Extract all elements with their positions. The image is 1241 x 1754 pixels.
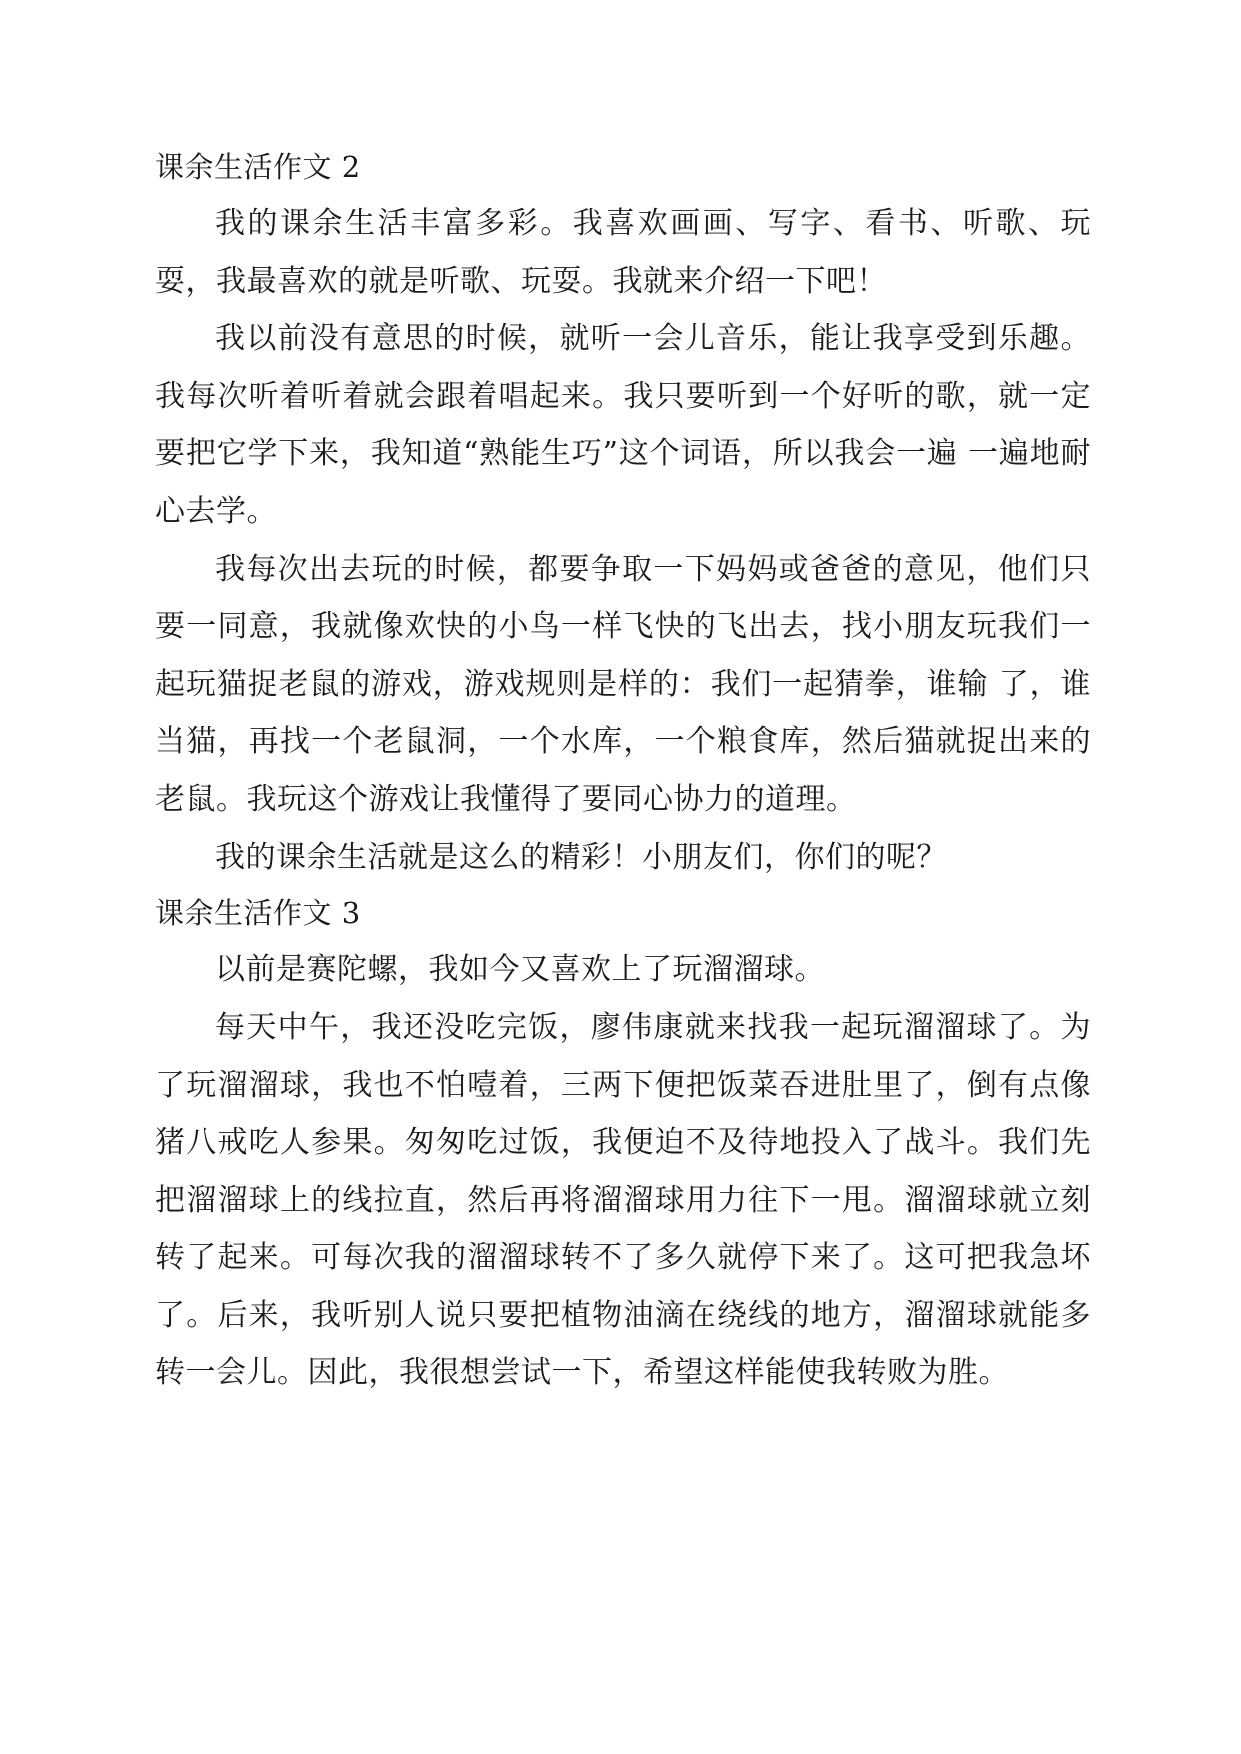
- paragraph: 我的课余生活就是这么的精彩！小朋友们，你们的呢？: [215, 839, 947, 875]
- section-heading: 课余生活作文 2: [155, 150, 361, 184]
- document-body: [155, 140, 1091, 1402]
- section-heading: 课余生活作文 3: [155, 896, 361, 931]
- paragraph: 每天中午，我还没吃完饭，廖伟康就来找我一起玩溜溜球了。为了玩溜溜球，我也不怕噎着，三两下便把饭菜吞进肚里了，倒有点像猪八戒吃人参果。匆匆吃过饭，我便迫不及待地投入了战斗。我们先把溜溜球上的线拉直，然后再将溜溜球用力往下一甩。溜溜球就立刻转了起来。可每次我的溜溜球转不了多久就停下来了。这可把我急坏了。后来，我听别人说只要把植物油滴在绕线的地方，溜溜球就能多转一会儿。因此，我很想尝试一下，希望这样能使我转败为胜。: [155, 1009, 1091, 1391]
- paragraph: 以前是赛陀螺，我如今又喜欢上了玩溜溜球。: [215, 952, 825, 988]
- paragraph: 我每次出去玩的时候，都要争取一下妈妈或爸爸的意见，他们只要一同意，我就像欢快的小鸟一样飞快的飞出去，找小朋友玩我们一起玩猫捉老鼠的游戏，游戏规则是样的：我们一起猜拳，谁输 了，谁当猫，再找一个老鼠洞，一个水库，一个粮食库，然后猫就捉出来的老鼠。我玩这个游戏让我懂得了要同心协力的道理。: [155, 551, 1091, 818]
- paragraph: 我的课余生活丰富多彩。我喜欢画画、写字、看书、听歌、玩耍，我最喜欢的就是听歌、玩耍。我就来介绍一下吧！: [155, 206, 1091, 299]
- paragraph: 我以前没有意思的时候，就听一会儿音乐，能让我享受到乐趣。我每次听着听着就会跟着唱起来。我只要听到一个好听的歌，就一定要把它学下来，我知道“熟能生巧”这个词语，所以我会一遍 一遍地耐心去学。: [155, 321, 1091, 530]
